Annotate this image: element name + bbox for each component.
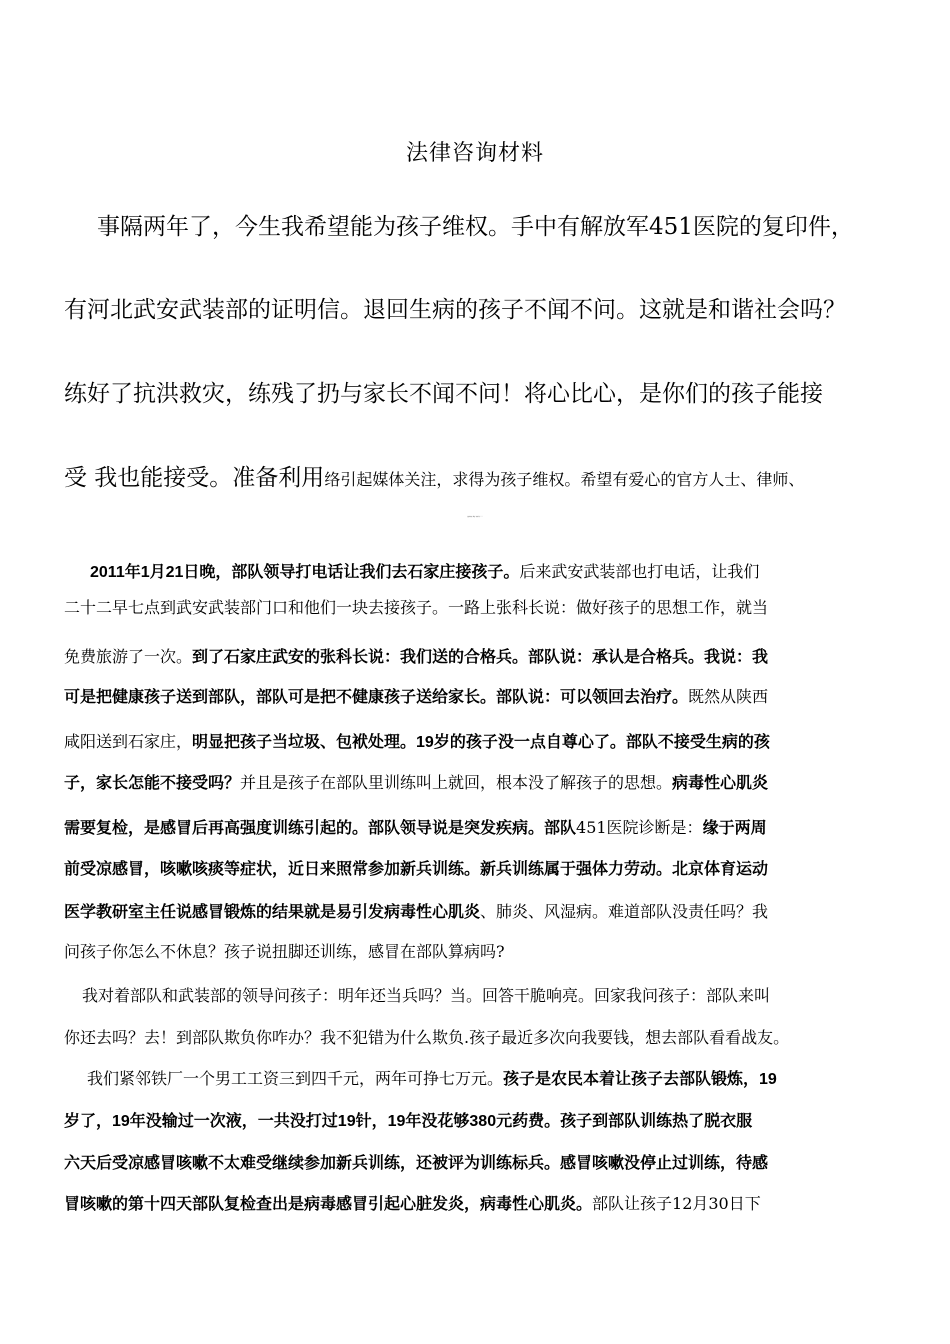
p3-line-1: 我们紧邻铁厂一个男工工资三到四千元，两年可挣七万元。孩子是农民本着让孩子去部队锻炼，19	[87, 1069, 777, 1088]
p1-line-10: 问孩子你怎么不休息？孩子说扭脚还训练，感冒在部队算病吗?	[64, 942, 505, 961]
p3-line-3: 六天后受凉感冒咳嗽不太难受继续参加新兵训练，还被评为训练标兵。感冒咳嗽没停止过训练，待感	[64, 1155, 769, 1172]
p1-line-8: 前受凉感冒，咳嗽咳痰等症状，近日来照常参加新兵训练。新兵训练属于强体力劳动。北京体育运动	[64, 861, 769, 878]
p1-line-4: 可是把健康孩子送到部队，部队可是把不健康孩子送给家长。部队说：可以领回去治疗。既然从陕西	[64, 687, 769, 706]
intro-line-4-large: 受 我也能接受。准备利用	[64, 465, 325, 491]
p1-line-9: 医学教研室主任说感冒锻炼的结果就是易引发病毒性心肌炎、肺炎、风湿病。难道部队没责任吗？我	[64, 902, 769, 921]
intro-line-3: 练好了抗洪救灾，练残了扔与家长不闻不问！将心比心，是你们的孩子能接	[64, 381, 823, 407]
intro-line-1: 事隔两年了，今生我希望能为孩子维权。手中有解放军451医院的复印件，	[97, 214, 854, 240]
intro-line-4	[64, 459, 804, 492]
p1-line-1: 2011年1月21日晚，部队领导打电话让我们去石家庄接孩子。后来武安武装部也打电话，让我们	[90, 562, 760, 581]
p3-line-4: 冒咳嗽的第十四天部队复检查出是病毒感冒引起心脏发炎，病毒性心肌炎。部队让孩子12月30日下	[64, 1194, 761, 1213]
p3-line-2: 岁了，19年没输过一次液，一共没打过19针，19年没花够380元药费。孩子到部队训练热了脱衣服	[64, 1113, 753, 1130]
intro-line-2: 有河北武安武装部的证明信。退回生病的孩子不闻不问。这就是和谐社会吗？	[64, 297, 846, 323]
intro-line-4-small: 络引起媒体关注，求得为孩子维权。希望有爱心的官方人士、律师、	[324, 470, 805, 489]
p1-line-6: 子，家长怎能不接受吗？并且是孩子在部队里训练叫上就回，根本没了解孩子的思想。病毒性心肌炎	[64, 773, 769, 792]
intro-line-5: 记者帮助孩子维权！谢谢你们！！！	[467, 517, 483, 518]
p1-line-7: 需要复检，是感冒后再高强度训练引起的。部队领导说是突发疾病。部队451医院诊断是：缘于两周	[64, 818, 767, 837]
p1-line-2: 二十二早七点到武安武装部门口和他们一块去接孩子。一路上张科长说：做好孩子的思想工作，就当	[64, 598, 769, 617]
document-title: 法律咨询材料	[405, 141, 544, 166]
p1-line-3: 免费旅游了一次。到了石家庄武安的张科长说：我们送的合格兵。部队说：承认是合格兵。我说：我	[64, 647, 769, 666]
p2-line-2: 你还去吗？去！到部队欺负你咋办？我不犯错为什么欺负.孩子最近多次向我要钱，想去部队看看战友。	[64, 1028, 790, 1047]
p1-line-5: 咸阳送到石家庄，明显把孩子当垃圾、包袱处理。19岁的孩子没一点自尊心了。部队不接受生病的孩	[64, 732, 770, 751]
p2-line-1: 我对着部队和武装部的领导问孩子：明年还当兵吗？当。回答干脆响亮。回家我问孩子：部队来叫	[82, 986, 771, 1005]
